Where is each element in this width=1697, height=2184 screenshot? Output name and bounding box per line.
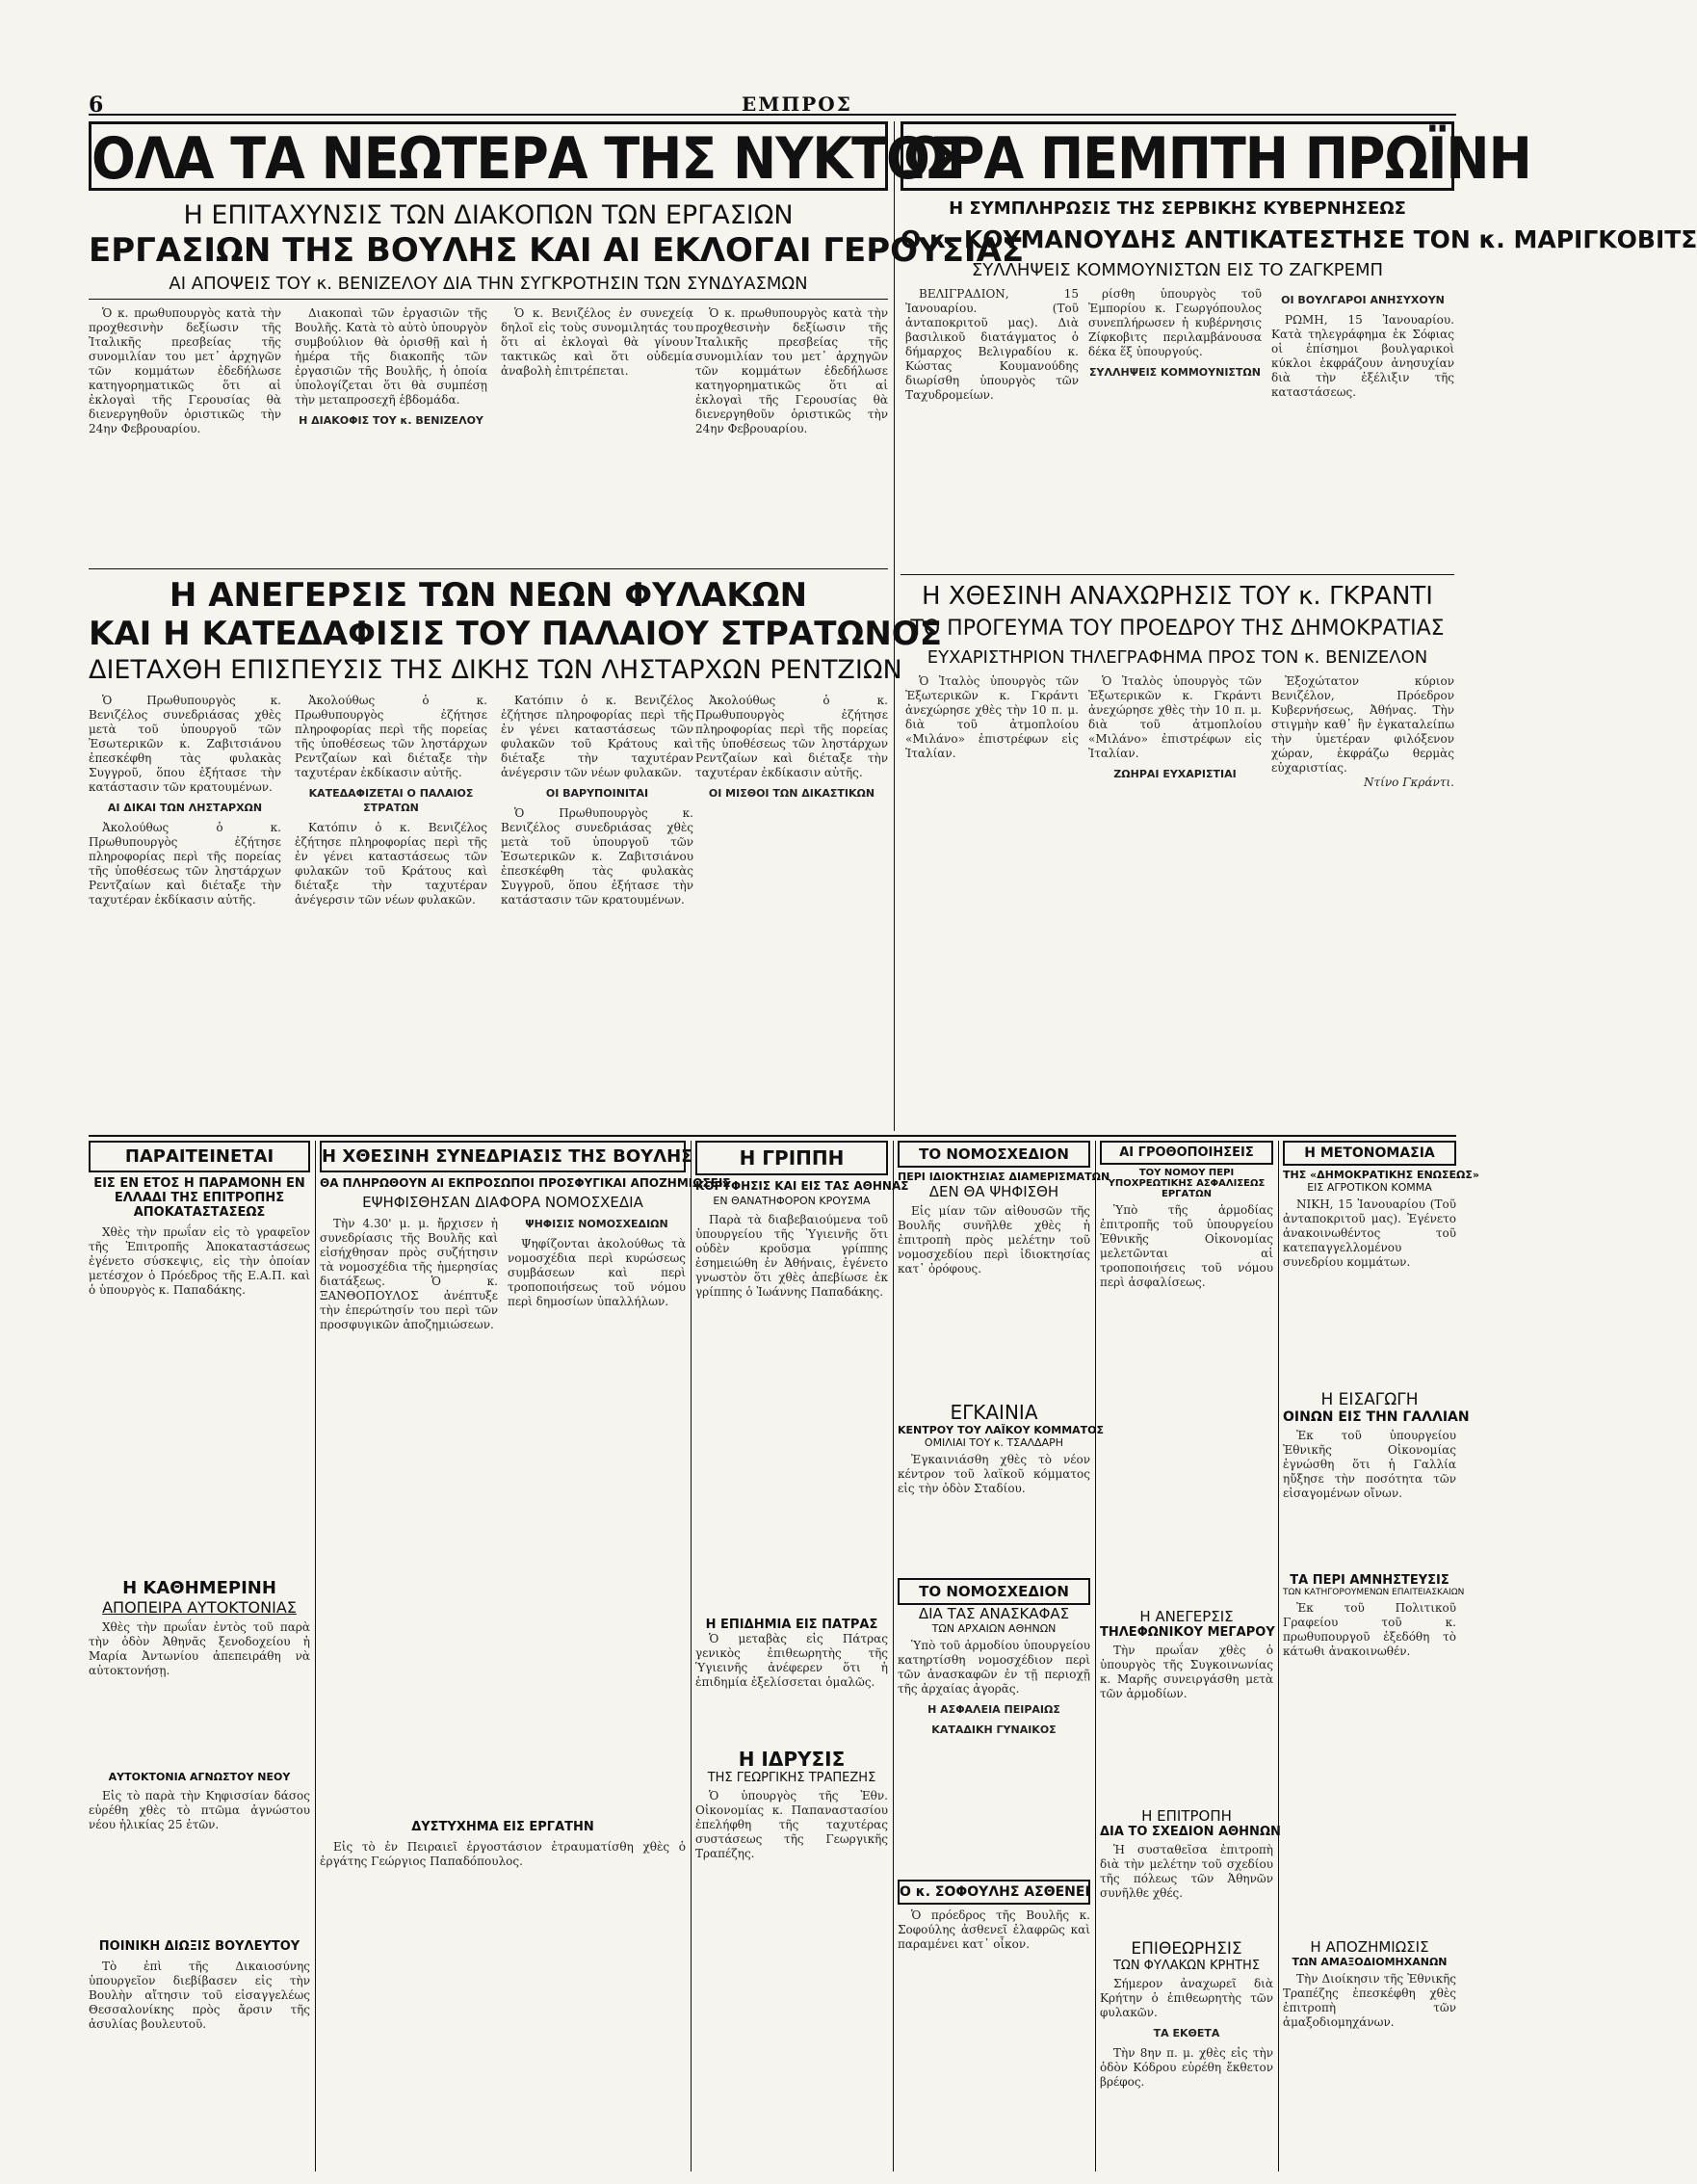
- c1-sub4: ΠΟΙΝΙΚΗ ΔΙΩΞΙΣ ΒΟΥΛΕΥΤΟΥ: [98, 1939, 300, 1954]
- c5-text5: Τὴν 8ην π. μ. χθὲς εἰς τὴν ὁδὸν Κόδρου εὑρέθη ἔκθετον βρέφος.: [1100, 2046, 1273, 2089]
- c5-deck2: ΤΗΛΕΦΩΝΙΚΟΥ ΜΕΓΑΡΟΥ: [1100, 1625, 1275, 1640]
- column-divider: [1095, 1141, 1096, 2171]
- article3-deck: ΔΙΕΤΑΧΘΗ ΕΠΙΣΠΕΥΣΙΣ ΤΗΣ ΔΙΚΗΣ ΤΩΝ ΛΗΣΤΑΡΧΩΝ ΡΕΝΤΖΙΩΝ: [89, 655, 902, 685]
- c4-deck2: ΔΕΝ ΘΑ ΨΗΦΙΣΘΗ: [928, 1183, 1059, 1200]
- article3-text2b: Ἀκολούθως ὁ κ. Πρωθυπουργὸς ἐζήτησε πληροφορίας περὶ τῆς πορείας τῆς ὑποθέσεως τῶν ληστάρχων Ρεντζαίων καὶ διέταξε τὴν ταχυτέραν ἐκδίκασιν αὐτῆς.: [295, 694, 487, 779]
- c2-text: Τὴν 4.30' μ. μ. ἤρχισεν ἡ συνεδρίασις τῆς Βουλῆς καὶ εἰσήχθησαν πρὸς συζήτησιν τὰ νομοσχέδια τῆς ἡμερησίας διατάξεως. Ὁ κ. ΞΑΝΘΟΠΟΥΛΟΣ ἀνέπτυξε τὴν ἐπερώτησίν του περὶ τῶν προσφυγικῶν ἀποζημιώσεων.: [320, 1217, 498, 1331]
- c1-text2: Χθὲς τὴν πρωΐαν ἐντὸς τοῦ παρὰ τὴν ὁδὸν Ἀθηνᾶς ξενοδοχείου ἡ Μαρία Ἀντωνίου ἀπεπειράθη νὰ αὐτοκτονήσῃ.: [89, 1620, 310, 1677]
- c4-deck5: ΔΙΑ ΤΑΣ ΑΝΑΣΚΑΦΑΣ: [918, 1605, 1070, 1622]
- c6-deck5: ΤΩΝ ΑΜΑΞΟΔΙΟΜΗΧΑΝΩΝ: [1292, 1956, 1448, 1968]
- c4-body4: [898, 1908, 1090, 2024]
- c3-deck3: ΤΗΣ ΓΕΩΡΓΙΚΗΣ ΤΡΑΠΕΖΗΣ: [707, 1771, 876, 1785]
- c5-deck3: ΔΙΑ ΤΟ ΣΧΕΔΙΟΝ ΑΘΗΝΩΝ: [1100, 1825, 1281, 1839]
- c5-body3: [1100, 1843, 1273, 1939]
- article3-subhead-c: ΟΙ ΒΑΡΥΠΟΙΝΙΤΑΙ: [545, 787, 649, 800]
- newspaper-title: ΕΜΠΡΟΣ: [742, 92, 852, 116]
- c1-body2: [89, 1620, 310, 1765]
- divider: [89, 299, 888, 300]
- article3-text2: Ἀκολούθως ὁ κ. Πρωθυπουργὸς ἐζήτησε πληροφορίας περὶ τῆς πορείας τῆς ὑποθέσεως τῶν ληστάρχων Ρεντζαίων καὶ διέταξε τὴν ταχυτέραν ἐκδίκασιν αὐτῆς.: [89, 821, 281, 907]
- c5-sub: ΤΑ ΕΚΘΕΤΑ: [1153, 2027, 1220, 2039]
- article3-subhead-b: ΚΑΤΕΔΑΦΙΖΕΤΑΙ Ο ΠΑΛΑΙΟΣ ΣΤΡΑΤΩΝ: [308, 787, 474, 814]
- c2-text2: Ψηφίζονται ἀκολούθως τὰ νομοσχέδια περὶ κυρώσεως συμβάσεων καὶ περὶ τροποποιήσεως τοῦ νόμου περὶ δημοσίων ὑπαλλήλων.: [508, 1237, 686, 1308]
- masthead-rule: [89, 114, 1456, 116]
- c3-title3: Η ΙΔΡΥΣΙΣ: [738, 1748, 846, 1771]
- article3-text1b: Ὁ Πρωθυπουργὸς κ. Βενιζέλος συνεδριάσας χθὲς μετὰ τοῦ ὑπουργοῦ τῶν Ἐσωτερικῶν κ. Ζαβιτσιάνου ἐπεσκέφθη τὰς φυλακὰς Συγγροῦ, ὅπου ἐξήτασε τὴν κατάστασιν τῶν κρατουμένων.: [501, 806, 693, 907]
- article3-headline2: ΚΑΙ Η ΚΑΤΕΔΑΦΙΣΙΣ ΤΟΥ ΠΑΛΑΙΟΥ ΣΤΡΑΤΩΝΟΣ: [89, 615, 942, 653]
- article4-col3: [1271, 674, 1454, 1122]
- article4-col2: [1088, 674, 1262, 1122]
- c4-deck6: ΤΩΝ ΑΡΧΑΙΩΝ ΑΘΗΝΩΝ: [931, 1622, 1057, 1635]
- c4-title: ΤΟ ΝΟΜΟΣΧΕΔΙΟΝ: [898, 1141, 1090, 1168]
- c6-title2: Η ΕΙΣΑΓΩΓΗ: [1320, 1390, 1419, 1409]
- c2-text3: Εἰς τὸ ἐν Πειραιεῖ ἐργοστάσιον ἐτραυματίσθη χθὲς ὁ ἐργάτης Γεώργιος Παπαδόπουλος.: [320, 1840, 686, 1868]
- c1-text3: Εἰς τὸ παρὰ τὴν Κηφισσίαν δάσος εὑρέθη χθὲς τὸ πτῶμα ἀγνώστου νέου ἡλικίας 25 ἐτῶν.: [89, 1789, 310, 1831]
- c4-body: [898, 1204, 1090, 1397]
- article4-headline: Η ΧΘΕΣΙΝΗ ΑΝΑΧΩΡΗΣΙΣ ΤΟΥ κ. ΓΚΡΑΝΤΙ: [922, 582, 1433, 611]
- article3-text2c: Ἀκολούθως ὁ κ. Πρωθυπουργὸς ἐζήτησε πληροφορίας περὶ τῆς πορείας τῆς ὑποθέσεως τῶν ληστάρχων Ρεντζαίων καὶ διέταξε τὴν ταχυτέραν ἐκδίκασιν αὐτῆς.: [695, 694, 888, 779]
- article1-subhead: Η ΔΙΑΚΟΦΙΣ ΤΟΥ κ. ΒΕΝΙΖΕΛΟΥ: [299, 414, 483, 427]
- c6-text: ΝΙΚΗ, 15 Ἰανουαρίου (Τοῦ ἀνταποκριτοῦ μας). Ἐγένετο ἀνακοινωθέντος τοῦ κατεπαγγελλομένου συνεδρίου κομμάτων.: [1283, 1197, 1456, 1269]
- divider: [901, 574, 1454, 575]
- c4-title4: Ο κ. ΣΟΦΟΥΛΗΣ ΑΣΘΕΝΕΙ: [898, 1880, 1090, 1905]
- c6-body3: [1283, 1601, 1456, 1938]
- c4-body2: [898, 1453, 1090, 1578]
- c1-deck2: ΑΠΟΠΕΙΡΑ ΑΥΤΟΚΤΟΝΙΑΣ: [102, 1598, 297, 1617]
- c4-text: Εἰς μίαν τῶν αἰθουσῶν τῆς Βουλῆς συνῆλθε χθὲς ἡ ἐπιτροπὴ πρὸς μελέτην τοῦ νομοσχεδίου περὶ ἰδιοκτησίας κατ᾽ ὀρόφους.: [898, 1204, 1090, 1276]
- c6-title3: ΤΑ ΠΕΡΙ ΑΜΝΗΣΤΕΥΣΙΣ: [1290, 1573, 1449, 1588]
- article3-text1: Ὁ Πρωθυπουργὸς κ. Βενιζέλος συνεδριάσας χθὲς μετὰ τοῦ ὑπουργοῦ τῶν Ἐσωτερικῶν κ. Ζαβιτσιάνου ἐπεσκέφθη τὰς φυλακὰς Συγγροῦ, ὅπου ἐξήτασε τὴν κατάστασιν τῶν κρατουμένων.: [89, 694, 281, 794]
- c6-deck4: ΤΩΝ ΚΑΤΗΓΟΡΟΥΜΕΝΩΝ ΕΠΑΙΤΕΙΑΣΚΑΙΩΝ: [1283, 1588, 1465, 1597]
- c4-sub2: ΚΑΤΑΔΙΚΗ ΓΥΝΑΙΚΟΣ: [931, 1724, 1057, 1736]
- c2-sub: ΨΗΦΙΣΙΣ ΝΟΜΟΣΧΕΔΙΩΝ: [525, 1218, 668, 1230]
- c1-body3: [89, 1789, 310, 1934]
- c2-deck: ΘΑ ΠΛΗΡΩΘΟΥΝ ΑΙ ΕΚΠΡΟΣΩΠΟΙ ΠΡΟΣΦΥΓΙΚΑΙ ΑΠΟΖΗΜΙΩΣΕΙΣ: [320, 1176, 731, 1190]
- c5-text: Ὑπὸ τῆς ἁρμοδίας ἐπιτροπῆς τοῦ ὑπουργείου Ἐθνικῆς Οἰκονομίας μελετῶνται αἱ τροποποιήσεις τοῦ νόμου περὶ ἀσφαλίσεως.: [1100, 1203, 1273, 1289]
- bottom-column-1: [89, 1141, 310, 2171]
- article2-subhead-a: ΟΙ ΒΟΥΛΓΑΡΟΙ ΑΝΗΣΥΧΟΥΝ: [1281, 294, 1445, 306]
- article4-col1: [905, 674, 1079, 1122]
- article2-col2: [1088, 287, 1262, 566]
- c1-title2: Η ΚΑΘΗΜΕΡΙΝΗ: [122, 1578, 276, 1598]
- article3-col4: [695, 694, 888, 1122]
- c5-text4: Σήμερον ἀναχωρεῖ διὰ Κρήτην ὁ ἐπιθεωρητὴς τῶν φυλακῶν.: [1100, 1977, 1273, 2019]
- c5-body2: [1100, 1644, 1273, 1807]
- c6-text3: Ἐκ τοῦ Πολιτικοῦ Γραφείου τοῦ κ. πρωθυπουργοῦ ἐξεδόθη τὸ κάτωθι ἀνακοινωθέν.: [1283, 1601, 1456, 1658]
- article1-text1: Ὁ κ. πρωθυπουργὸς κατὰ τὴν προχθεσινὴν δεξίωσιν τῆς Ἰταλικῆς πρεσβείας τῆς συνομιλίαν του μετ᾽ ἀρχηγῶν τῶν κομμάτων ἐδεδήλωσε κατηγορηματικῶς ὅτι αἱ ἐκλογαὶ τῆς Γερουσίας θὰ διενεργηθοῦν ὁριστικῶς τὴν 24ην Φεβρουαρίου.: [89, 306, 281, 435]
- article1-text3b: Ὁ κ. πρωθυπουργὸς κατὰ τὴν προχθεσινὴν δεξίωσιν τῆς Ἰταλικῆς πρεσβείας τῆς συνομιλίαν του μετ᾽ ἀρχηγῶν τῶν κομμάτων ἐδεδήλωσε κατηγορηματικῶς ὅτι αἱ ἐκλογαὶ τῆς Γερουσίας θὰ διενεργηθοῦν ὁριστικῶς τὴν 24ην Φεβρουαρίου.: [695, 306, 888, 435]
- c5-text2: Τὴν πρωΐαν χθὲς ὁ ὑπουργὸς τῆς Συγκοινωνίας κ. Μαρῆς συνειργάσθη μετὰ τῶν ἁρμοδίων.: [1100, 1644, 1273, 1700]
- bottom-column-6: [1283, 1141, 1480, 2171]
- c3-deck2: ΕΝ ΘΑΝΑΤΗΦΟΡΟΝ ΚΡΟΥΣΜΑ: [713, 1195, 871, 1207]
- c1-sub3: ΑΥΤΟΚΤΟΝΙΑ ΑΓΝΩΣΤΟΥ ΝΕΟΥ: [108, 1771, 291, 1783]
- c4-deck4: ΟΜΙΛΙΑΙ ΤΟΥ κ. ΤΣΑΛΔΑΡΗ: [924, 1436, 1064, 1449]
- c6-deck: ΤΗΣ «ΔΗΜΟΚΡΑΤΙΚΗΣ ΕΝΩΣΕΩΣ»: [1283, 1169, 1480, 1181]
- c4-deck: ΠΕΡΙ ΙΔΙΟΚΤΗΣΙΑΣ ΔΙΑΜΕΡΙΣΜΑΤΩΝ: [898, 1171, 1110, 1183]
- banner-left: ΟΛΑ ΤΑ ΝΕΩΤΕΡΑ ΤΗΣ ΝΥΚΤΟΣ: [89, 121, 888, 191]
- c3-body3: [695, 1789, 888, 2078]
- article3-col3: [501, 694, 693, 1122]
- article2-subhead-b: ΣΥΛΛΗΨΕΙΣ ΚΟΜΜΟΥΝΙΣΤΩΝ: [1089, 366, 1261, 379]
- c4-text2: Ἐγκαινιάσθη χθὲς τὸ νέον κέντρον τοῦ λαϊκοῦ κόμματος εἰς τὴν ὁδὸν Σταδίου.: [898, 1453, 1090, 1495]
- article2-text1: ΒΕΛΙΓΡΑΔΙΟΝ, 15 Ἰανουαρίου. (Τοῦ ἀνταποκριτοῦ μας). Διὰ βασιλικοῦ διατάγματος ὁ δήμαρχος Βελιγραδίου κ. Κώστας Κουμανούδης διωρίσθη ὑπουργὸς τῶν Ταχυδρομείων.: [905, 287, 1079, 402]
- banner-right: ΩΡΑ ΠΕΜΠΤΗ ΠΡΩΪΝΗ: [901, 121, 1454, 191]
- c6-title4: Η ΑΠΟΖΗΜΙΩΣΙΣ: [1310, 1938, 1429, 1956]
- c6-text4: Τὴν Διοίκησιν τῆς Ἐθνικῆς Τραπέζης ἐπεσκέφθη χθὲς ἐπιτροπὴ τῶν ἀμαξοδιομηχάνων.: [1283, 1972, 1456, 2029]
- bottom-column-5: [1100, 1141, 1281, 2171]
- c4-text4: Ὁ πρόεδρος τῆς Βουλῆς κ. Σοφούλης ἀσθενεῖ ἐλαφρῶς καὶ παραμένει κατ᾽ οἶκον.: [898, 1908, 1090, 1951]
- c3-body: [695, 1213, 888, 1618]
- article4-deck2: ΕΥΧΑΡΙΣΤΗΡΙΟΝ ΤΗΛΕΓΡΑΦΗΜΑ ΠΡΟΣ ΤΟΝ κ. ΒΕΝΙΖΕΛΟΝ: [927, 647, 1428, 668]
- article2-text3: ΡΩΜΗ, 15 Ἰανουαρίου. Κατὰ τηλεγράφημα ἐκ Σόφιας οἱ ἐπίσημοι βουλγαρικοὶ κύκλοι ἐκφράζουν ἀνησυχίαν διὰ τὴν ἐξέλιξιν τῆς καταστάσεως.: [1271, 313, 1454, 399]
- c6-body: [1283, 1197, 1456, 1390]
- c1-body4: [89, 1960, 310, 2104]
- article4-signature: Ντίνο Γκράντι.: [1364, 776, 1454, 789]
- c5-title3: Η ΕΠΙΤΡΟΠΗ: [1141, 1807, 1232, 1825]
- bottom-column-3: [695, 1141, 909, 2171]
- c5-title4: ΕΠΙΘΕΩΡΗΣΙΣ: [1131, 1939, 1242, 1959]
- c4-title2: ΕΓΚΑΙΝΙΑ: [950, 1401, 1038, 1424]
- c3-title: Η ΓΡΙΠΠΗ: [695, 1141, 888, 1175]
- c3-text2: Ὁ μεταβὰς εἰς Πάτρας γενικὸς ἐπιθεωρητὴς τῆς Ὑγιεινῆς ἀνέφερεν ὅτι ἡ ἐπιδημία ἐξελίσσεται ὁμαλῶς.: [695, 1632, 888, 1689]
- column-divider: [893, 1141, 894, 2171]
- article1-col3: [501, 306, 693, 559]
- c6-title: Η ΜΕΤΟΝΟΜΑΣΙΑ: [1283, 1141, 1456, 1166]
- c2-body: [320, 1217, 686, 1814]
- c1-body: [89, 1225, 310, 1572]
- bottom-column-2: [320, 1141, 731, 2171]
- c5-deck: ΤΟΥ ΝΟΜΟΥ ΠΕΡΙ ΥΠΟΧΡΕΩΤΙΚΗΣ ΑΣΦΑΛΙΣΕΩΣ ΕΡΓΑΤΩΝ: [1108, 1168, 1266, 1199]
- c2-deck2: ΕΨΗΦΙΣΘΗΣΑΝ ΔΙΑΦΟΡΑ ΝΟΜΟΣΧΕΔΙΑ: [362, 1194, 643, 1211]
- divider: [89, 568, 888, 569]
- article2-col3: [1271, 287, 1454, 566]
- c3-text: Παρὰ τὰ διαβεβαιούμενα τοῦ ὑπουργείου τῆς Ὑγιεινῆς ὅτι οὐδὲν κροῦσμα γρίππης ἐσημειώθη ἐν Ἀθήναις, ἐγένετο γνωστὸν ὅτι χθὲς ἀπεβίωσε ἐκ γρίππης ὁ Ἰωάννης Παπαδάκης.: [695, 1213, 888, 1299]
- c6-deck2: ΕΙΣ ΑΓΡΟΤΙΚΟΝ ΚΟΜΜΑ: [1307, 1181, 1432, 1194]
- column-divider: [1278, 1141, 1279, 2171]
- c4-text3: Ὑπὸ τοῦ ἁρμοδίου ὑπουργείου κατηρτίσθη νομοσχέδιον περὶ τῶν ἀνασκαφῶν ἐν τῇ περιοχῇ τῆς ἀρχαίας ἀγορᾶς.: [898, 1639, 1090, 1696]
- c5-deck4: ΤΩΝ ΦΥΛΑΚΩΝ ΚΡΗΤΗΣ: [1112, 1959, 1261, 1973]
- c3-deck: ΚΟΡΥΦΗΣΙΣ ΚΑΙ ΕΙΣ ΤΑΣ ΑΘΗΝΑΣ: [695, 1179, 909, 1193]
- c1-text4: Τὸ ἐπὶ τῆς Δικαιοσύνης ὑπουργεῖον διεβίβασεν εἰς τὴν Βουλὴν αἴτησιν τοῦ εἰσαγγελέως Θεσσαλονίκης πρὸς ἄρσιν τῆς ἀσυλίας βουλευτοῦ.: [89, 1960, 310, 2031]
- c6-deck3: ΟΙΝΩΝ ΕΙΣ ΤΗΝ ΓΑΛΛΙΑΝ: [1283, 1409, 1470, 1425]
- article4-text1b: Ὁ Ἰταλὸς ὑπουργὸς τῶν Ἐξωτερικῶν κ. Γκράντι ἀνεχώρησε χθὲς τὴν 10 π. μ. διὰ τοῦ ἀτμοπλοίου «Μιλάνο» ἐπιστρέφων εἰς Ἰταλίαν.: [1088, 674, 1262, 760]
- c5-title2: Η ΑΝΕΓΕΡΣΙΣ: [1139, 1608, 1234, 1625]
- article2-text2: ρίσθη ὑπουργὸς τοῦ Ἐμπορίου κ. Γεωργόπουλος συνεπλήρωσεν ἡ κυβέρνησις Ζίφκοβιτς περιλαμβάνουσα δέκα ἕξ ὑπουργούς.: [1088, 287, 1262, 358]
- article1-col1: [89, 306, 281, 559]
- article3-subhead-d: ΟΙ ΜΙΣΘΟΙ ΤΩΝ ΔΙΚΑΣΤΙΚΩΝ: [708, 787, 875, 800]
- c4-sub: Η ΑΣΦΑΛΕΙΑ ΠΕΙΡΑΙΩΣ: [927, 1703, 1060, 1716]
- column-divider: [315, 1141, 316, 2171]
- article1-text2: Διακοπαὶ τῶν ἐργασιῶν τῆς Βουλῆς. Κατὰ τὸ αὐτὸ ὑπουργὸν συμβούλιον θὰ ὁρισθῇ καὶ ἡ ἡμέρα τῆς διακοπῆς τῶν ἐργασιῶν τῆς Βουλῆς, ἡ ὁποία ὑπολογίζεται ὅτι θὰ συμπέσῃ τὴν μεταπροσεχῆ ἑβδομάδα.: [295, 306, 487, 407]
- article1-col4: [695, 306, 888, 559]
- c3-body2: [695, 1632, 888, 1748]
- c5-body: [1100, 1203, 1273, 1608]
- article1-deck: ΑΙ ΑΠΟΨΕΙΣ ΤΟΥ κ. ΒΕΝΙΖΕΛΟΥ ΔΙΑ ΤΗΝ ΣΥΓΚΡΟΤΗΣΙΝ ΤΩΝ ΣΥΝΔΥΑΣΜΩΝ: [169, 274, 808, 294]
- article1-kicker: Η ΕΠΙΤΑΧΥΝΣΙΣ ΤΩΝ ΔΙΑΚΟΠΩΝ ΤΩΝ ΕΡΓΑΣΙΩΝ: [183, 200, 794, 230]
- c1-deck: ΕΙΣ ΕΝ ΕΤΟΣ Η ΠΑΡΑΜΟΝΗ ΕΝ ΕΛΛΑΔΙ ΤΗΣ ΕΠΙΤΡΟΠΗΣ ΑΠΟΚΑΤΑΣΤΑΣΕΩΣ: [93, 1176, 305, 1220]
- column-divider: [691, 1141, 692, 2171]
- c3-title2: Η ΕΠΙΔΗΜΙΑ ΕΙΣ ΠΑΤΡΑΣ: [705, 1618, 878, 1632]
- article4-text2: Ἐξοχώτατον κύριον Βενιζέλον, Πρόεδρον Κυβερνήσεως, Ἀθήνας. Τὴν στιγμὴν καθ᾽ ἣν ἐγκαταλείπω τὴν ὑμετέραν φιλόξενον χώραν, ἐκφράζω θερμὰς εὐχαριστίας.: [1271, 674, 1454, 775]
- article3-col1: [89, 694, 281, 1122]
- c5-body4: [1100, 1977, 1273, 2089]
- page-number: 6: [89, 92, 104, 118]
- c2-title: Η ΧΘΕΣΙΝΗ ΣΥΝΕΔΡΙΑΣΙΣ ΤΗΣ ΒΟΥΛΗΣ: [320, 1141, 686, 1172]
- c6-body2: [1283, 1429, 1456, 1573]
- c4-body3: [898, 1639, 1090, 1880]
- article4-text1: Ὁ Ἰταλὸς ὑπουργὸς τῶν Ἐξωτερικῶν κ. Γκράντι ἀνεχώρησε χθὲς τὴν 10 π. μ. διὰ τοῦ ἀτμοπλοίου «Μιλάνο» ἐπιστρέφων εἰς Ἰταλίαν.: [905, 674, 1079, 760]
- article3-subhead-a: ΑΙ ΔΙΚΑΙ ΤΩΝ ΛΗΣΤΑΡΧΩΝ: [107, 802, 263, 814]
- c3-text3: Ὁ ὑπουργὸς τῆς Ἐθν. Οἰκονομίας κ. Παπαναστασίου ἐπελήφθη τῆς ταχυτέρας συστάσεως τῆς Γεωργικῆς Τραπέζης.: [695, 1789, 888, 1860]
- article3-col2: [295, 694, 487, 1122]
- section-divider: [89, 1135, 1456, 1137]
- article1-text3: Ὁ κ. Βενιζέλος ἐν συνεχείᾳ δηλοῖ εἰς τοὺς συνομιλητάς του ὅτι αἱ ἐκλογαὶ θὰ γίνουν τακτικῶς καὶ ὅτι οὐδεμία ἀναβολὴ ἐπιτρέπεται.: [501, 306, 693, 378]
- article2-deck: ΣΥΛΛΗΨΕΙΣ ΚΟΜΜΟΥΝΙΣΤΩΝ ΕΙΣ ΤΟ ΖΑΓΚΡΕΜΠ: [971, 260, 1384, 280]
- c1-title: ΠΑΡΑΙΤΕΙΝΕΤΑΙ: [89, 1141, 310, 1172]
- c2-sub2: ΔΥΣΤΥΧΗΜΑ ΕΙΣ ΕΡΓΑΤΗΝ: [411, 1820, 594, 1834]
- c6-text2: Ἐκ τοῦ ὑπουργείου Ἐθνικῆς Οἰκονομίας ἐγνώσθη ὅτι ἡ Γαλλία ηὔξησε τὴν ποσότητα τῶν εἰσαγομένων οἴνων.: [1283, 1429, 1456, 1500]
- article3-text3b: Κατόπιν ὁ κ. Βενιζέλος ἐζήτησε πληροφορίας περὶ τῆς ἐν γένει καταστάσεως τῶν φυλακῶν τοῦ Κράτους καὶ διέταξε τὴν ταχυτέραν ἀνέγερσιν τῶν νέων φυλακῶν.: [501, 694, 693, 779]
- article3-headline1: Η ΑΝΕΓΕΡΣΙΣ ΤΩΝ ΝΕΩΝ ΦΥΛΑΚΩΝ: [169, 576, 808, 615]
- article1-col2: [295, 306, 487, 559]
- c2-body2: [320, 1840, 686, 1956]
- article2-kicker: Η ΣΥΜΠΛΗΡΩΣΙΣ ΤΗΣ ΣΕΡΒΙΚΗΣ ΚΥΒΕΡΝΗΣΕΩΣ: [949, 198, 1406, 219]
- c1-text: Χθὲς τὴν πρωΐαν εἰς τὸ γραφεῖον τῆς Ἐπιτροπῆς Ἀποκαταστάσεως ἐγένετο σύσκεψις, εἰς τὴν ὁποίαν μετέσχον ὁ Πρόεδρος τῆς Ε.Α.Π. καὶ ὁ ὑπουργὸς κ. Παπαδάκης.: [89, 1225, 310, 1297]
- bottom-column-4: [898, 1141, 1110, 2171]
- article2-col1: [905, 287, 1079, 566]
- article2-headline: Ο κ. ΚΟΥΜΑΝΟΥΔΗΣ ΑΝΤΙΚΑΤΕΣΤΗΣΕ ΤΟΝ κ. ΜΑΡΙΓΚΟΒΙΤΣ: [901, 225, 1697, 253]
- article4-deck1: ΤΟ ΠΡΟΓΕΥΜΑ ΤΟΥ ΠΡΟΕΔΡΟΥ ΤΗΣ ΔΗΜΟΚΡΑΤΙΑΣ: [910, 617, 1445, 641]
- c5-title: ΑΙ ΓΡΟΘΟΠΟΙΗΣΕΙΣ: [1100, 1141, 1273, 1165]
- c6-body4: [1283, 1972, 1456, 2117]
- c5-text3: Ἡ συσταθεῖσα ἐπιτροπὴ διὰ τὴν μελέτην τοῦ σχεδίου τῆς πόλεως τῶν Ἀθηνῶν συνῆλθε χθές.: [1100, 1843, 1273, 1900]
- c4-title3: ΤΟ ΝΟΜΟΣΧΕΔΙΟΝ: [898, 1578, 1090, 1605]
- article4-subhead: ΖΩΗΡΑΙ ΕΥΧΑΡΙΣΤΙΑΙ: [1113, 768, 1237, 780]
- c4-deck3: ΚΕΝΤΡΟΥ ΤΟΥ ΛΑΪΚΟΥ ΚΟΜΜΑΤΟΣ: [898, 1424, 1105, 1436]
- article1-headline: ΕΡΓΑΣΙΩΝ ΤΗΣ ΒΟΥΛΗΣ ΚΑΙ ΑΙ ΕΚΛΟΓΑΙ ΓΕΡΟΥΣΙΑΣ: [89, 231, 1025, 270]
- article3-text3: Κατόπιν ὁ κ. Βενιζέλος ἐζήτησε πληροφορίας περὶ τῆς ἐν γένει καταστάσεως τῶν φυλακῶν τοῦ Κράτους καὶ διέταξε τὴν ταχυτέραν ἀνέγερσιν τῶν νέων φυλακῶν.: [295, 821, 487, 907]
